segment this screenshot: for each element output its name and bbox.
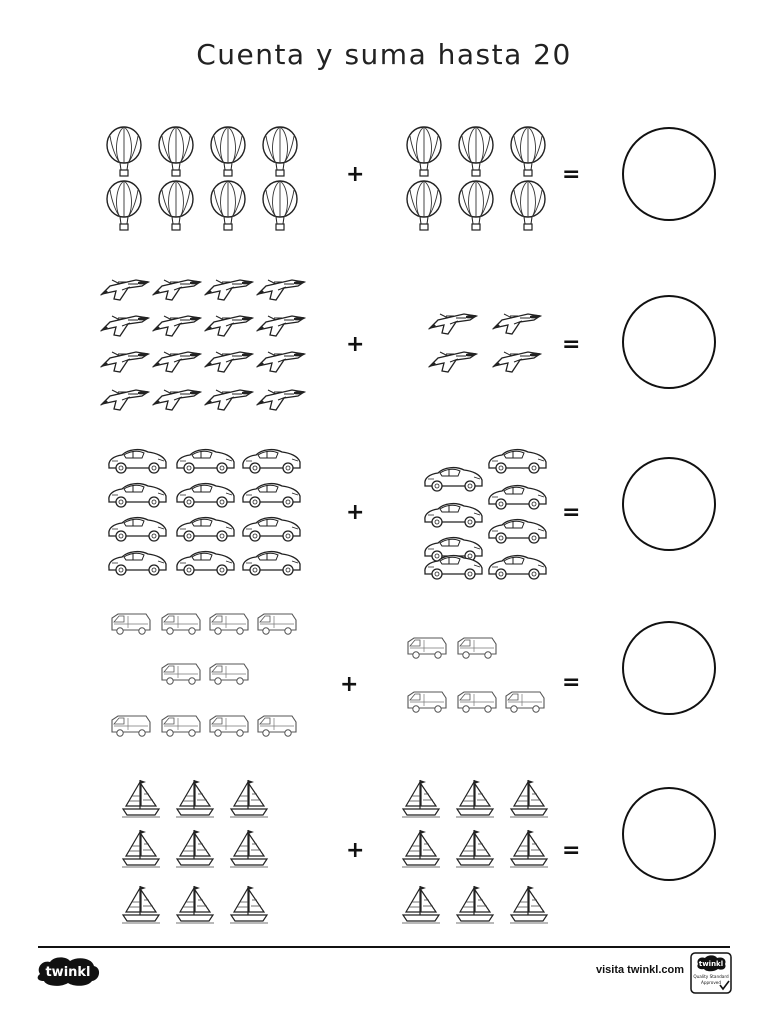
van-icon: [110, 612, 152, 636]
space-shuttle-icon: [202, 308, 254, 338]
answer-circle-3[interactable]: [622, 457, 716, 551]
van-icon: [208, 714, 250, 738]
sailboat-icon: [454, 884, 496, 924]
car-icon: [106, 546, 168, 578]
plus-sign: +: [346, 838, 365, 863]
twinkl-logo[interactable]: [34, 954, 102, 992]
answer-circle-4[interactable]: [622, 621, 716, 715]
quality-standard-badge: [690, 952, 732, 994]
van-icon: [208, 612, 250, 636]
hot-air-balloon-icon: [508, 126, 548, 178]
answer-circle-5[interactable]: [622, 787, 716, 881]
van-icon: [160, 662, 202, 686]
sailboat-icon: [174, 778, 216, 818]
svg-text:twinkl: twinkl: [698, 960, 724, 968]
car-icon: [240, 512, 302, 544]
space-shuttle-icon: [490, 344, 542, 374]
footer-divider: [38, 946, 730, 948]
sailboat-icon: [228, 778, 270, 818]
problem-2-right-group: [426, 306, 551, 381]
space-shuttle-icon: [490, 306, 542, 336]
van-icon: [456, 690, 498, 714]
problem-1-right-group: [404, 126, 554, 236]
sailboat-icon: [508, 828, 550, 868]
van-icon: [160, 714, 202, 738]
svg-text:Approved: Approved: [700, 980, 722, 985]
hot-air-balloon-icon: [260, 180, 300, 232]
equals-sign: =: [562, 500, 581, 525]
car-icon: [240, 444, 302, 476]
problem-4-right-group: [406, 636, 551, 718]
problem-3-left-group: [106, 444, 311, 584]
car-icon: [106, 512, 168, 544]
car-icon: [486, 480, 548, 512]
sailboat-icon: [174, 884, 216, 924]
sailboat-icon: [228, 884, 270, 924]
hot-air-balloon-icon: [208, 126, 248, 178]
equals-sign: =: [562, 162, 581, 187]
space-shuttle-icon: [202, 344, 254, 374]
van-icon: [406, 690, 448, 714]
svg-text:Quality Standard: Quality Standard: [693, 974, 729, 979]
hot-air-balloon-icon: [404, 180, 444, 232]
sailboat-icon: [120, 778, 162, 818]
car-icon: [106, 444, 168, 476]
sailboat-icon: [508, 778, 550, 818]
hot-air-balloon-icon: [404, 126, 444, 178]
sailboat-icon: [120, 828, 162, 868]
car-icon: [240, 478, 302, 510]
hot-air-balloon-icon: [156, 180, 196, 232]
space-shuttle-icon: [98, 344, 150, 374]
plus-sign: +: [346, 500, 365, 525]
car-icon: [422, 498, 484, 530]
space-shuttle-icon: [150, 272, 202, 302]
space-shuttle-icon: [98, 272, 150, 302]
car-icon: [174, 478, 236, 510]
car-icon: [422, 550, 484, 582]
sailboat-icon: [400, 884, 442, 924]
sailboat-icon: [228, 828, 270, 868]
hot-air-balloon-icon: [156, 126, 196, 178]
equals-sign: =: [562, 670, 581, 695]
van-icon: [504, 690, 546, 714]
car-icon: [174, 546, 236, 578]
problem-3-right-group: [422, 444, 552, 584]
car-icon: [174, 512, 236, 544]
sailboat-icon: [174, 828, 216, 868]
car-icon: [486, 444, 548, 476]
space-shuttle-icon: [150, 382, 202, 412]
problem-5-left-group: [120, 778, 275, 928]
space-shuttle-icon: [202, 382, 254, 412]
car-icon: [486, 514, 548, 546]
hot-air-balloon-icon: [104, 180, 144, 232]
van-icon: [256, 612, 298, 636]
car-icon: [240, 546, 302, 578]
van-icon: [208, 662, 250, 686]
hot-air-balloon-icon: [208, 180, 248, 232]
car-icon: [174, 444, 236, 476]
space-shuttle-icon: [150, 344, 202, 374]
equals-sign: =: [562, 838, 581, 863]
sailboat-icon: [454, 828, 496, 868]
visit-link[interactable]: visita twinkl.com: [596, 964, 685, 976]
space-shuttle-icon: [254, 344, 306, 374]
svg-text:twinkl: twinkl: [45, 965, 91, 980]
sailboat-icon: [400, 778, 442, 818]
space-shuttle-icon: [254, 272, 306, 302]
hot-air-balloon-icon: [260, 126, 300, 178]
space-shuttle-icon: [426, 306, 478, 336]
car-icon: [422, 462, 484, 494]
space-shuttle-icon: [254, 382, 306, 412]
space-shuttle-icon: [98, 382, 150, 412]
space-shuttle-icon: [150, 308, 202, 338]
space-shuttle-icon: [426, 344, 478, 374]
plus-sign: +: [340, 672, 359, 697]
answer-circle-2[interactable]: [622, 295, 716, 389]
car-icon: [106, 478, 168, 510]
car-icon: [486, 550, 548, 582]
hot-air-balloon-icon: [508, 180, 548, 232]
van-icon: [256, 714, 298, 738]
van-icon: [160, 612, 202, 636]
problem-2-left-group: [98, 272, 313, 417]
space-shuttle-icon: [202, 272, 254, 302]
hot-air-balloon-icon: [456, 126, 496, 178]
plus-sign: +: [346, 332, 365, 357]
problem-4-left-group: [110, 610, 310, 740]
van-icon: [110, 714, 152, 738]
van-icon: [456, 636, 498, 660]
sailboat-icon: [120, 884, 162, 924]
space-shuttle-icon: [98, 308, 150, 338]
answer-circle-1[interactable]: [622, 127, 716, 221]
equals-sign: =: [562, 332, 581, 357]
van-icon: [406, 636, 448, 660]
space-shuttle-icon: [254, 308, 306, 338]
plus-sign: +: [346, 162, 365, 187]
problem-1-left-group: [104, 126, 304, 236]
hot-air-balloon-icon: [104, 126, 144, 178]
hot-air-balloon-icon: [456, 180, 496, 232]
problem-5-right-group: [400, 778, 555, 928]
sailboat-icon: [508, 884, 550, 924]
sailboat-icon: [454, 778, 496, 818]
sailboat-icon: [400, 828, 442, 868]
page-title: Cuenta y suma hasta 20: [196, 38, 572, 71]
